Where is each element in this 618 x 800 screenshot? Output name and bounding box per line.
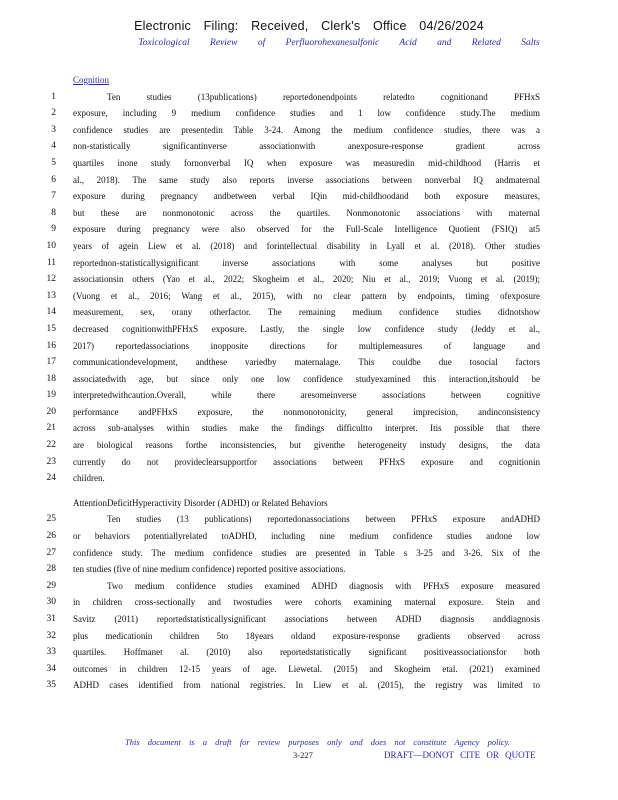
text-line: [42, 404, 542, 421]
document-body: [42, 72, 542, 694]
line-number: 4: [51, 141, 56, 152]
cognition-heading-text[interactable]: Cognition: [73, 75, 110, 85]
line-number: 29: [46, 580, 56, 591]
line-text: in children cross-sectionally and twostudies were cohorts examining maternal exposure. Stein and: [73, 597, 540, 608]
text-line: [42, 420, 542, 437]
text-line: [42, 387, 542, 404]
text-line: [42, 561, 542, 578]
line-text: but these are nonmonotonic across the quartiles. Nonmonotonic associations with maternal: [73, 207, 540, 218]
line-number: 1: [51, 91, 56, 102]
line-number: 31: [46, 614, 56, 624]
line-number: 8: [51, 207, 56, 218]
text-line: [42, 628, 542, 645]
line-text: or behaviors potentiallyrelated toADHD, including nine medium confidence studies andone low: [73, 531, 540, 542]
text-line: [42, 437, 542, 454]
line-text: non-statistically significantinverse associationwith anexposure-response gradient across: [73, 141, 540, 152]
line-text: Ten studies (13 publications) reportedonassociations between PFHxS exposure andADHD: [107, 514, 540, 525]
cognition-paragraph: [42, 89, 542, 487]
text-line: [42, 172, 542, 189]
text-line: [42, 89, 542, 106]
line-text: are biological reasons forthe inconsistencies, but giventhe heterogeneity instudy designs, the data: [73, 440, 540, 451]
line-text: ADHD cases identified from national registries. In Liew et al. (2015), the registry was limited to: [73, 680, 540, 691]
text-line: [42, 677, 542, 694]
text-line: [42, 255, 542, 272]
line-text: 2017) reportedassociations inopposite directions for multiplemeasures of language and: [73, 340, 540, 351]
line-number: 10: [46, 240, 56, 251]
text-line: [42, 138, 542, 155]
line-text: performance andPFHxS exposure, the nonmonotonicity, general imprecision, andinconsistency: [73, 406, 540, 417]
text-line: [42, 338, 542, 355]
adhd-heading-text: AttentionDeficitHyperactivity Disorder (ADHD) or Related Behaviors: [73, 497, 328, 508]
line-number: 17: [46, 357, 56, 368]
line-number: 5: [51, 157, 56, 168]
line-text: ten studies (five of nine medium confidence) reported positive associations.: [73, 564, 346, 575]
section-heading-cognition: [42, 72, 542, 89]
text-line: [42, 321, 542, 338]
line-text: Savitz (2011) reportedstatisticallysignificant associations between ADHD diagnosis anddiagnosis: [73, 614, 540, 624]
line-number: 21: [46, 423, 56, 434]
line-text: quartiles inone study fornonverbal IQ when exposure was measuredin mid-childhood (Harris et: [73, 157, 540, 168]
text-line: [42, 288, 542, 305]
line-text: years of agein Liew et al. (2018) and forintellectual disability in Lyall et al. (2018). Other studies: [73, 240, 540, 251]
adhd-paragraph: [42, 511, 542, 694]
line-text: Ten studies (13publications) reportedonendpoints relatedto cognitionand PFHxS: [107, 91, 540, 102]
line-number: 34: [46, 663, 56, 674]
text-line: [42, 594, 542, 611]
text-line: [42, 221, 542, 238]
text-line: [42, 528, 542, 545]
line-text: (Vuong et al., 2016; Wang et al., 2015), with no clear pattern by endpoints, timing ofexposure: [73, 290, 540, 301]
line-number: 27: [46, 547, 56, 558]
line-number: 20: [46, 406, 56, 417]
line-text: communicationdevelopment, andthese variedby maternalage. This couldbe due tosocial factors: [73, 357, 540, 368]
line-number: 25: [46, 514, 56, 525]
line-text: exposure, including 9 medium confidence studies and 1 low confidence study.The medium: [73, 108, 540, 119]
line-number: 33: [46, 647, 56, 658]
line-text: measurement, sex, orany otherfactor. The remaining medium confidence studies didnotshow: [73, 307, 540, 318]
draft-stamp: DRAFT—DONOT CITE OR QUOTE: [384, 750, 536, 760]
text-line: [42, 238, 542, 255]
line-number: 23: [46, 456, 56, 467]
line-number: 24: [46, 473, 56, 484]
line-text: outcomes in children 12-15 years of age. Liewetal. (2015) and Skogheim etal. (2021) examined: [73, 663, 540, 674]
text-line: [42, 354, 542, 371]
line-text: decreased cognitionwithPFHxS exposure. Lastly, the single low confidence study (Jeddy et al.,: [73, 323, 540, 334]
line-number: 26: [46, 531, 56, 542]
text-line: [42, 644, 542, 661]
running-title: Toxicological Review of Perfluorohexanesulfonic Acid and Related Salts: [138, 38, 540, 48]
line-number: 22: [46, 440, 56, 451]
line-text: confidence study. The medium confidence studies are presented in Table s 3-25 and 3-26. Six of the: [73, 547, 540, 558]
line-number: 9: [51, 224, 56, 235]
text-line: [42, 545, 542, 562]
line-text: reportednon-statisticallysignificant inverse associations with some analyses but positive: [73, 257, 540, 268]
line-text: associatedwith age, but since only one low confidence studyexamined this interaction,itshould be: [73, 373, 540, 384]
line-number: 28: [46, 564, 56, 575]
draft-disclaimer: This document is a draft for review purposes only and does not constitute Agency policy.: [125, 737, 511, 747]
text-line: [42, 511, 542, 528]
line-text: currently do not provideclearsupportfor associations between PFHxS exposure and cognitionin: [73, 456, 540, 467]
line-text: children.: [73, 473, 105, 484]
text-line: [42, 105, 542, 122]
line-text: Two medium confidence studies examined ADHD diagnosis with PFHxS exposure measured: [107, 580, 540, 591]
line-text: quartiles. Hoffmanet al. (2010) also reportedstatistically significant positiveassociationsfor both: [73, 647, 540, 658]
text-line: [42, 205, 542, 222]
line-number: 12: [46, 274, 56, 285]
line-number: 16: [46, 340, 56, 351]
line-text: across sub-analyses within studies make the findings difficultto interpret. Itis possible that there: [73, 423, 540, 434]
line-number: 14: [46, 307, 56, 318]
line-text: exposure during pregnancy were also observed for the Full-Scale Intelligence Quotient (FSIQ) at5: [73, 224, 540, 235]
line-number: 35: [46, 680, 56, 691]
line-number: 6: [51, 174, 56, 185]
line-number: 3: [51, 124, 56, 135]
line-number: 15: [46, 323, 56, 334]
line-text: exposure during pregnancy andbetween verbal IQin mid-childhoodand both exposure measures,: [73, 191, 540, 202]
line-number: 32: [46, 630, 56, 641]
line-number: 13: [46, 290, 56, 301]
text-line: [42, 661, 542, 678]
line-number: 7: [51, 191, 56, 202]
filing-stamp: Electronic Filing: Received, Clerk's Office 04/26/2024: [134, 19, 484, 33]
text-line: [42, 470, 542, 487]
line-number: 19: [46, 390, 56, 401]
text-line: [42, 611, 542, 628]
text-line: [42, 454, 542, 471]
section-heading-adhd: [42, 495, 542, 512]
text-line: [42, 122, 542, 139]
text-line: [42, 578, 542, 595]
line-text: confidence studies are presentedin Table 3-24. Among the medium confidence studies, there was a: [73, 124, 540, 135]
line-text: plus medicationin children 5to 18years oldand exposure-response gradients observed across: [73, 630, 540, 641]
page-number: 3-227: [293, 750, 313, 760]
line-text: interpretedwithcaution.Overall, while there aresomeinverse associations between cognitive: [73, 390, 540, 401]
line-number: 30: [46, 597, 56, 608]
line-number: 18: [46, 373, 56, 384]
text-line: [42, 271, 542, 288]
text-line: [42, 188, 542, 205]
text-line: [42, 155, 542, 172]
text-line: [42, 371, 542, 388]
line-number: 11: [46, 257, 56, 268]
line-text: al., 2018). The same study also reports inverse associations between nonverbal IQ andmaternal: [73, 174, 540, 185]
line-text: associationsin others (Yao et al., 2022; Skogheim et al., 2020; Niu et al., 2019; Vuong et al. (2019);: [73, 274, 540, 285]
line-number: 2: [51, 108, 56, 119]
text-line: [42, 304, 542, 321]
